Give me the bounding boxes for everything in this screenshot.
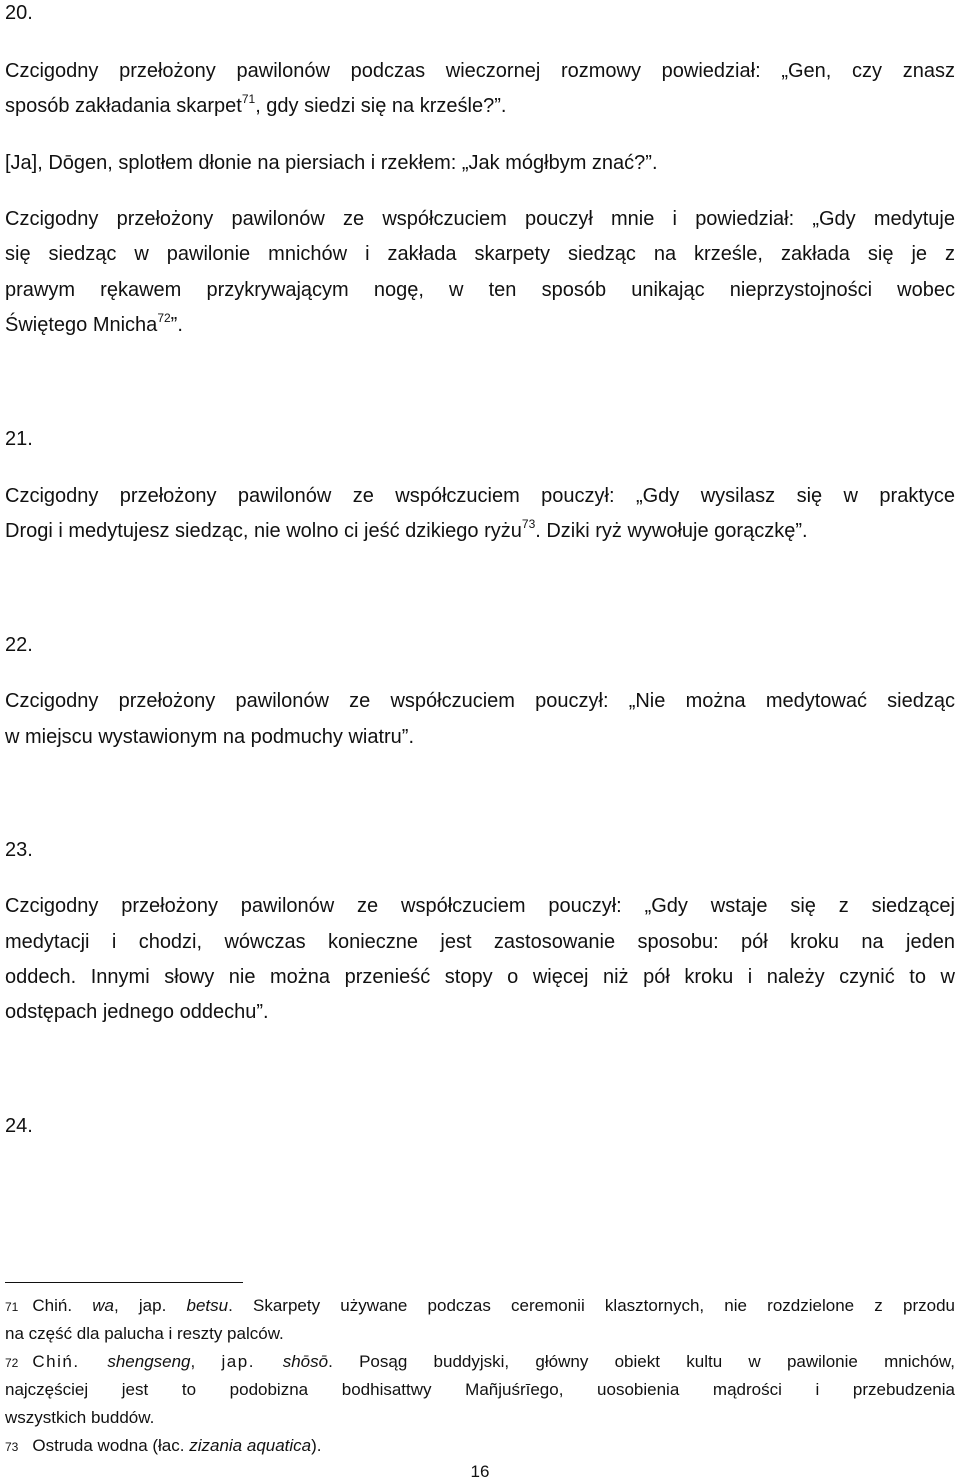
paragraph-line: [Ja], Dōgen, splotłem dłonie na piersiach i rzekłem: „Jak mógłbym znać?”. [5, 152, 658, 174]
section-number-20: 20. [5, 2, 33, 24]
paragraph-line: Drogi i medytujesz siedząc, nie wolno ci jeść dzikiego ryżu$^{73}$. Dziki ryż wywołuje gorączkę”. [5, 517, 808, 542]
footnote-71: 71 Chiń. wa, jap. betsu. Skarpety używane podczas ceremonii klasztornych, nie rozdzielone z przodu [5, 1296, 955, 1315]
section-number-21: 21. [5, 428, 33, 450]
footnote-73: 73 Ostruda wodna (łac. zizania aquatica). [5, 1436, 322, 1455]
paragraph-line: Czcigodny przełożony pawilonów podczas wieczornej rozmowy powiedział: „Gen, czy znasz [5, 60, 955, 82]
footnote-ref-73: 73 [521, 517, 536, 531]
footnote-72: 72 Chiń. shengseng, jap. shōsō. Posąg buddyjski, główny obiekt kultu w pawilonie mnichów, [5, 1352, 955, 1371]
footnote-71-line: na część dla palucha i reszty palców. [5, 1324, 284, 1343]
footnote-72-line: wszystkich buddów. [5, 1408, 155, 1427]
footnote-ref-72: 72 [157, 311, 171, 325]
paragraph-line: Czcigodny przełożony pawilonów ze współczuciem pouczył: „Nie można medytować siedząc [5, 690, 955, 712]
footnote-72-line: najczęściej jest to podobizna bodhisattwy Mañjuśrīego, uosobienia mądrości i przebudzenia [5, 1380, 955, 1399]
paragraph-line: Czcigodny przełożony pawilonów ze współczuciem pouczył: „Gdy wstaje się z siedzącej [5, 895, 955, 917]
paragraph-line: się siedząc w pawilonie mnichów i zakłada skarpety siedząc na krześle, zakłada się je z [5, 243, 955, 265]
footnote-ref-71: 71 [241, 92, 256, 106]
paragraph-line: medytacji i chodzi, wówczas konieczne jest zastosowanie sposobu: pół kroku na jeden [5, 931, 955, 953]
page-number: 16 [470, 1462, 490, 1481]
footnote-separator [5, 1282, 243, 1283]
paragraph-line: Świętego Mnicha$^{72}$”. [5, 311, 183, 336]
paragraph-line: Czcigodny przełożony pawilonów ze współczuciem pouczył mnie i powiedział: „Gdy medytuje [5, 208, 955, 230]
paragraph-line: odstępach jednego oddechu”. [5, 1001, 269, 1023]
section-number-24: 24. [5, 1115, 33, 1137]
section-number-23: 23. [5, 839, 33, 861]
paragraph-line: prawym rękawem przykrywającym nogę, w ten sposób unikając nieprzystojności wobec [5, 279, 955, 301]
paragraph-line: oddech. Innymi słowy nie można przenieść stopy o więcej niż pół kroku i należy czynić to w [5, 966, 955, 988]
paragraph-line: Czcigodny przełożony pawilonów ze współczuciem pouczył: „Gdy wysilasz się w praktyce [5, 485, 955, 507]
paragraph-line: w miejscu wystawionym na podmuchy wiatru”. [5, 726, 415, 748]
paragraph-line: sposób zakładania skarpet$^{71}$, gdy siedzi się na krześle?”. [5, 92, 507, 117]
section-number-22: 22. [5, 634, 33, 656]
